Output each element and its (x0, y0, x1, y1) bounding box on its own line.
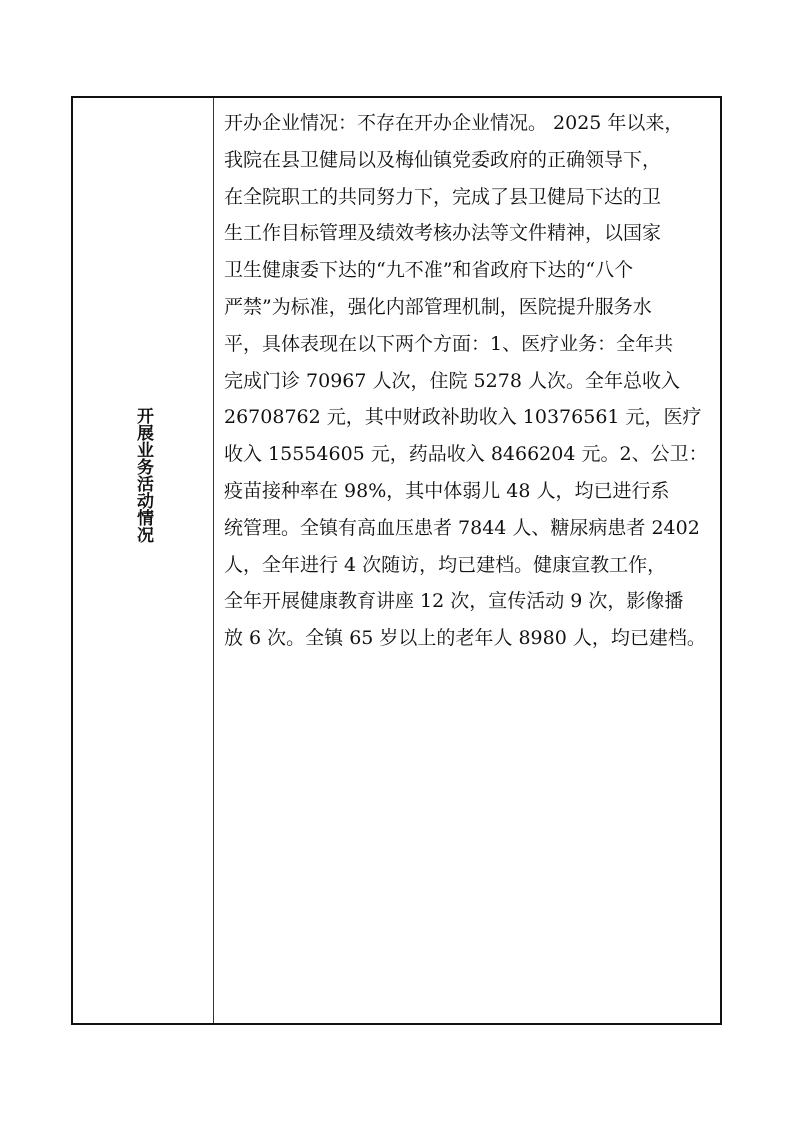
row-label: 开展业务活动情况 (133, 407, 153, 543)
content-line: 统管理。全镇有高血压患者 7844 人、糖尿病患者 2402 (224, 516, 700, 539)
label-cell (73, 98, 214, 1023)
content-line: 我院在县卫健局以及梅仙镇党委政府的正确领导下， (224, 148, 662, 171)
content-line: 生工作目标管理及绩效考核办法等文件精神，以国家 (224, 222, 662, 245)
content-line: 全年开展健康教育讲座 12 次，宣传活动 9 次，影像播 (224, 590, 684, 613)
content-text (224, 105, 714, 657)
content-line: 卫生健康委下达的“九不准”和省政府下达的“八个 (224, 259, 634, 282)
form-table (71, 96, 722, 1025)
content-line: 收入 15554605 元，药品收入 8466204 元。2、公卫： (224, 443, 708, 466)
content-line: 在全院职工的共同努力下，完成了县卫健局下达的卫 (224, 185, 662, 208)
content-line: 放 6 次。全镇 65 岁以上的老年人 8980 人，均已建档。 (224, 627, 706, 650)
content-line: 严禁”为标准，强化内部管理机制，医院提升服务水 (224, 295, 652, 318)
content-line: 平，具体表现在以下两个方面：1、医疗业务：全年共 (224, 332, 674, 355)
content-line: 26708762 元，其中财政补助收入 10376561 元，医疗 (224, 406, 702, 429)
content-line: 疫苗接种率在 98%，其中体弱儿 48 人，均已进行系 (224, 479, 670, 502)
content-cell (214, 98, 720, 1023)
content-line: 完成门诊 70967 人次，住院 5278 人次。全年总收入 (224, 369, 680, 392)
content-line: 开办企业情况：不存在开办企业情况。 2025 年以来， (224, 112, 684, 134)
content-line: 人，全年进行 4 次随访，均已建档。健康宣教工作， (224, 553, 667, 576)
